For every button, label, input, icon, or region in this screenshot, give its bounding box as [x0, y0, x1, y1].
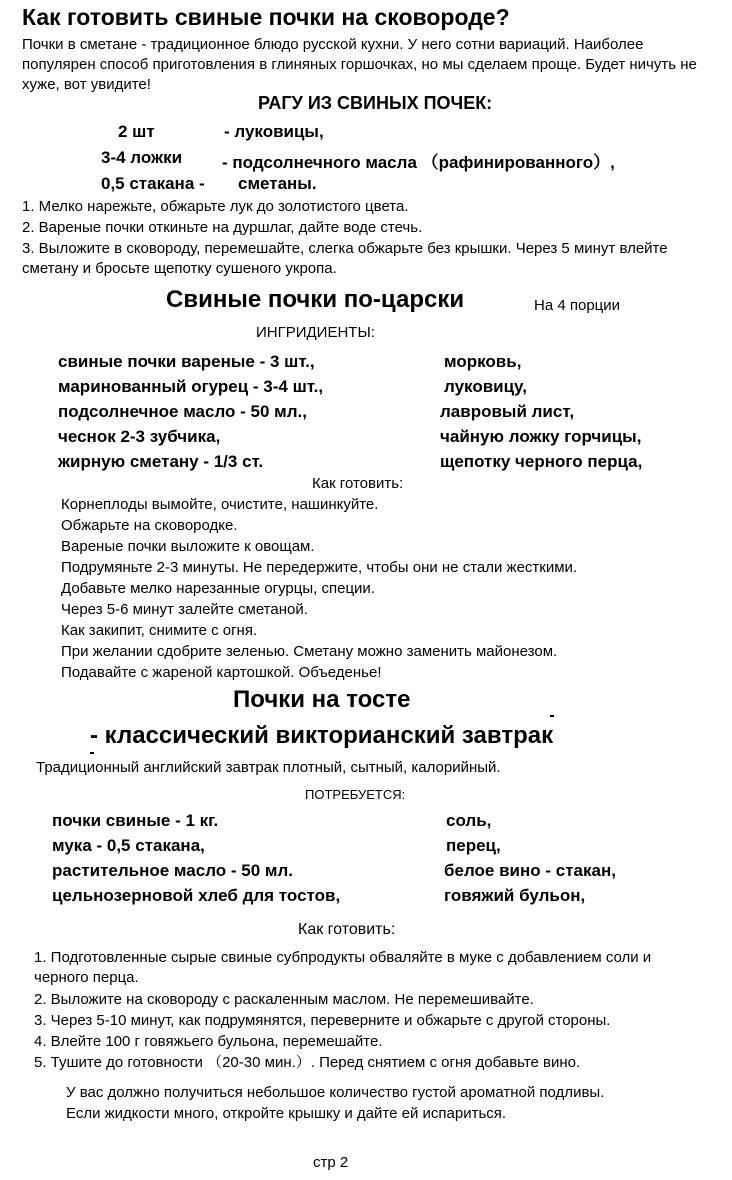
decorative-dash — [550, 715, 554, 717]
recipe2-title: Свиные почки по-царски — [166, 286, 465, 313]
recipe2-ingredient: жирную сметану - 1/3 ст. — [58, 452, 264, 471]
recipe2-ingredient: свиные почки вареные - 3 шт., — [58, 352, 315, 371]
recipe3-step: 2. Выложите на сковороду с раскаленным маслом. Не перемешивайте. — [34, 991, 534, 1008]
recipe3-step: 3. Через 5-10 минут, как подрумянятся, переверните и обжарьте с другой стороны. — [34, 1012, 611, 1029]
recipe3-ingredient: соль, — [446, 811, 492, 830]
recipe1-ingredient-qty: 2 шт — [118, 122, 155, 141]
recipe2-step: Вареные почки выложите к овощам. — [61, 538, 315, 555]
recipe3-note: Если жидкости много, откройте крышку и дайте ей испариться. — [66, 1105, 507, 1122]
recipe1-step: 3. Выложите в сковороду, перемешайте, слегка обжарьте без крышки. Через 5 минут влейте сметану и бросьте щепотку сушеного укропа. — [22, 240, 668, 277]
recipe3-ingredient: почки свиные - 1 кг. — [52, 811, 219, 830]
recipe1-ingredient-item: сметаны. — [238, 174, 317, 193]
recipe3-ingredient: белое вино - стакан, — [444, 861, 616, 880]
recipe1-title: РАГУ ИЗ СВИНЫХ ПОЧЕК: — [258, 93, 493, 113]
page-title: Как готовить свиные почки на сковороде? — [22, 4, 510, 30]
recipe2-step: Через 5-6 минут залейте сметаной. — [61, 601, 308, 618]
recipe2-ingredient: подсолнечное масло - 50 мл., — [58, 402, 307, 421]
recipe3-note: У вас должно получиться небольшое количество густой ароматной подливы. — [66, 1084, 605, 1101]
recipe1-ingredient-qty: 3-4 ложки — [101, 148, 183, 167]
recipe3-ingredient: цельнозерновой хлеб для тостов, — [52, 886, 341, 905]
recipe3-intro: Традиционный английский завтрак плотный, сытный, калорийный. — [36, 759, 501, 776]
recipe2-step: При желании сдобрите зеленью. Сметану можно заменить майонезом. — [61, 643, 558, 660]
recipe3-need-label: ПОТРЕБУЕТСЯ: — [305, 787, 406, 802]
recipe2-ingredient: чайную ложку горчицы, — [440, 427, 642, 446]
recipe3-title-line1: Почки на тосте — [233, 686, 411, 713]
recipe3-step: 4. Влейте 100 г говяжьего бульона, перемешайте. — [34, 1033, 383, 1050]
recipe2-portions: На 4 порции — [534, 297, 621, 314]
recipe1-step: 1. Мелко нарежьте, обжарьте лук до золотистого цвета. — [22, 198, 409, 215]
decorative-dash — [90, 752, 94, 754]
recipe2-step: Корнеплоды вымойте, очистите, нашинкуйте. — [61, 496, 379, 513]
recipe3-step: 1. Подготовленные сырые свиные субпродукты обваляйте в муке с добавлением соли и черного перца. — [34, 949, 652, 986]
recipe3-ingredient: растительное масло - 50 мл. — [52, 861, 293, 880]
recipe3-ingredient: перец, — [446, 836, 501, 855]
page-number: стр 2 — [313, 1154, 349, 1171]
recipe3-ingredient: мука - 0,5 стакана, — [52, 836, 205, 855]
recipe3-ingredient: говяжий бульон, — [444, 886, 586, 905]
recipe2-ingredient: морковь, — [444, 352, 522, 371]
recipe3-title-line2: - классический викторианский завтрак — [90, 722, 554, 749]
recipe3-step: 5. Тушите до готовности （20-30 мин.）. Перед снятием с огня добавьте вино. — [34, 1054, 581, 1071]
recipe2-step: Подавайте с жареной картошкой. Объеденье! — [61, 664, 382, 681]
recipe2-ingredient: щепотку черного перца, — [440, 452, 643, 471]
recipe3-how-label: Как готовить: — [298, 921, 396, 938]
recipe2-ingredient: луковицу, — [444, 377, 527, 396]
recipe2-step: Как закипит, снимите с огня. — [61, 622, 258, 639]
recipe1-step: 2. Вареные почки откиньте на дуршлаг, дайте воде стечь. — [22, 219, 423, 236]
intro-paragraph: Почки в сметане - традиционное блюдо русской кухни. У него сотни вариаций. Наиболее популярен способ приготовления в глиняных горшочках, но мы сделаем проще. Будет ничуть не хуже, вот увидите! — [22, 36, 697, 93]
recipe2-ingredient: чеснок 2-3 зубчика, — [58, 427, 221, 446]
recipe2-step: Обжарьте на сковородке. — [61, 517, 238, 534]
recipe2-how-label: Как готовить: — [312, 475, 404, 492]
recipe2-step: Добавьте мелко нарезанные огурцы, специи. — [61, 580, 375, 597]
recipe1-ingredient-item: - подсолнечного масла （рафинированного）, — [222, 153, 615, 172]
recipe2-ingredients-label: ИНГРИДИЕНТЫ: — [256, 324, 375, 341]
recipe2-step: Подрумяньте 2-3 минуты. Не передержите, чтобы они не стали жесткими. — [61, 559, 578, 576]
recipe2-ingredient: маринованный огурец - 3-4 шт., — [58, 377, 324, 396]
recipe2-ingredient: лавровый лист, — [440, 402, 575, 421]
recipe1-ingredient-item: - луковицы, — [224, 122, 324, 141]
recipe1-ingredient-qty: 0,5 стакана - — [101, 174, 205, 193]
